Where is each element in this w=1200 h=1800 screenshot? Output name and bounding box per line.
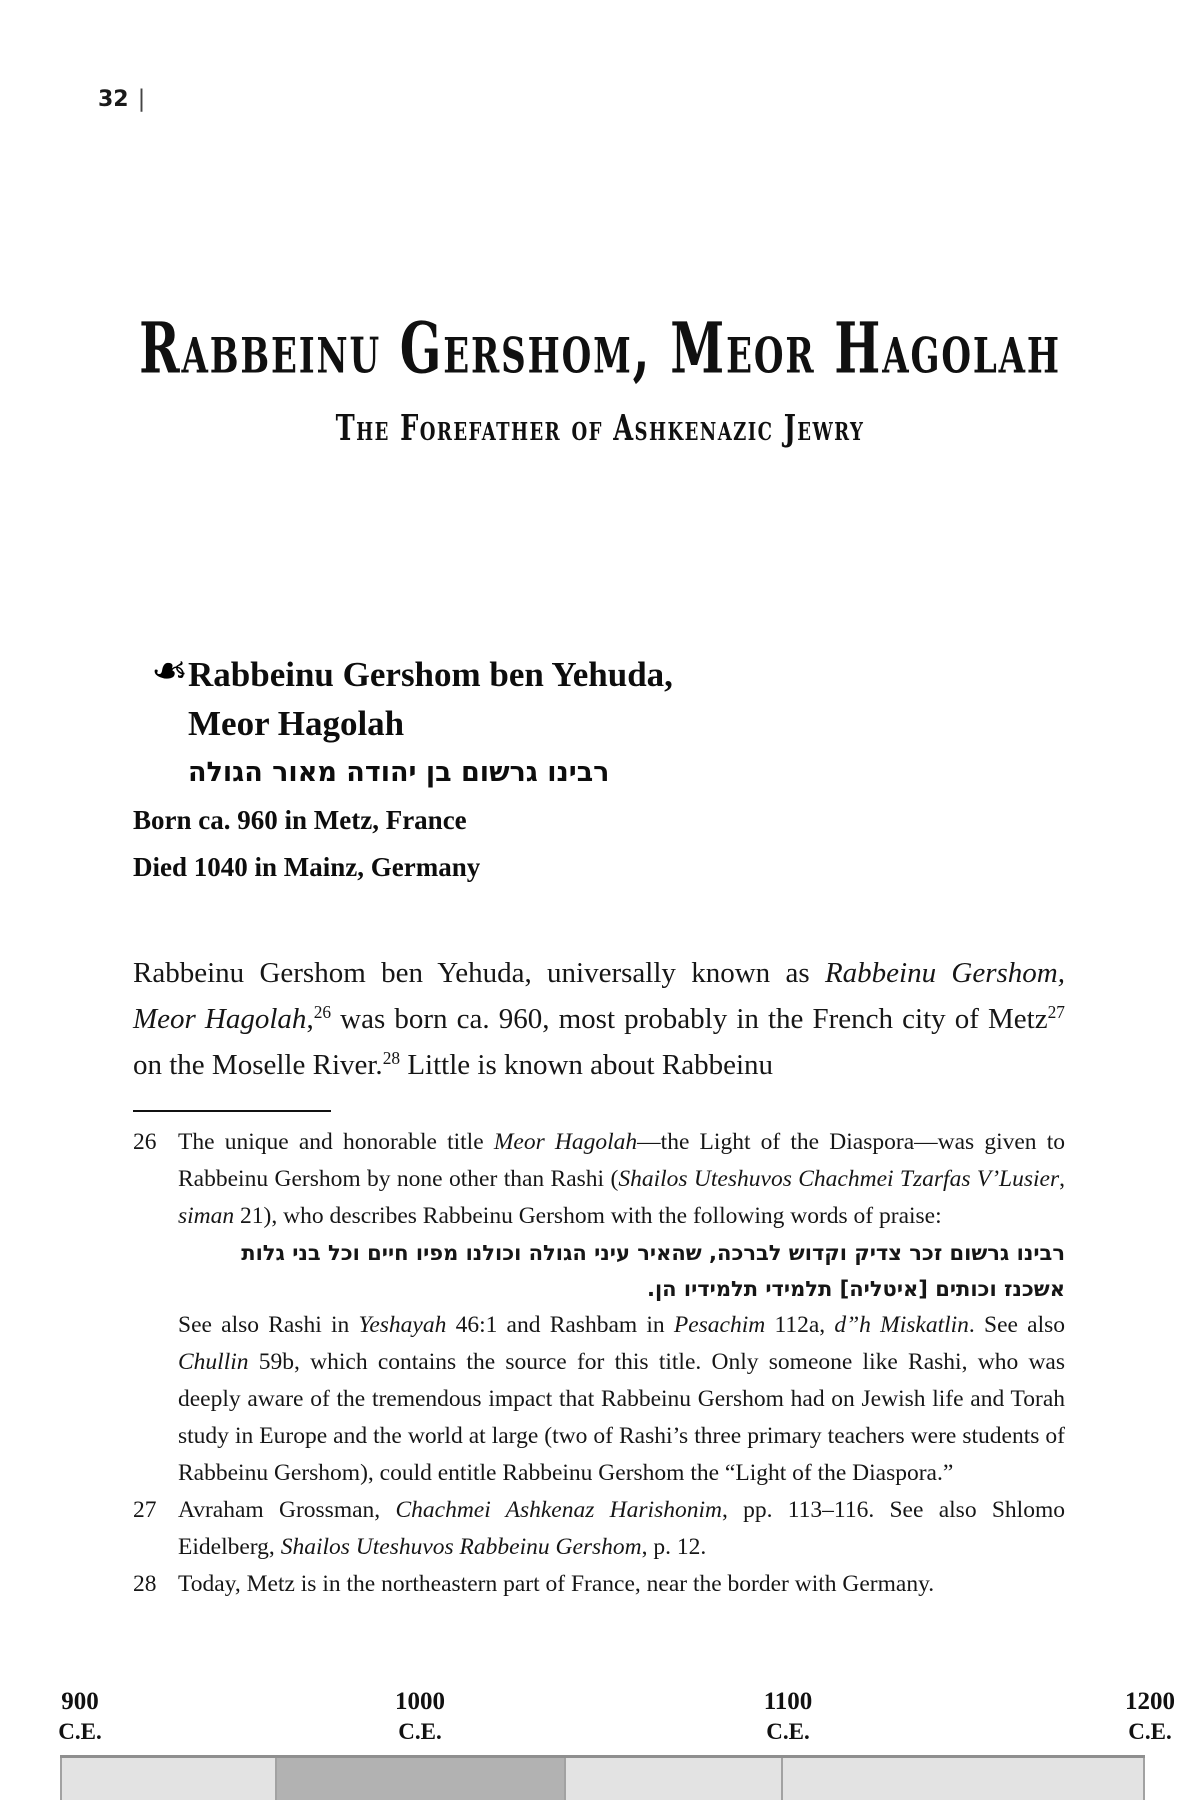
text-segment: Today, Metz is in the northeastern part of France, near the border with Germany. <box>178 1571 935 1597</box>
text-segment: Chachmei Ashkenaz Harishonim <box>395 1497 722 1523</box>
footnote-text <box>178 1129 1065 1229</box>
timeline-era: C.E. <box>766 1719 810 1744</box>
text-segment: Shailos Uteshuvos Rabbeinu Gershom <box>280 1534 642 1560</box>
page-number: 32 <box>98 87 129 112</box>
text-segment: Pesachim <box>673 1312 766 1338</box>
text-segment: . See also <box>968 1312 1066 1338</box>
footnote-27 <box>133 1492 1065 1566</box>
footnote-separator <box>133 1110 331 1112</box>
text-segment: , pp. 113–116. See also Shlomo Eidelberg, <box>178 1497 1065 1560</box>
footnote-28 <box>133 1566 1065 1603</box>
chapter-subtitle: The Forefather of Ashkenazic Jewry <box>335 409 865 450</box>
text-segment: Yeshayah <box>358 1312 447 1338</box>
footnote-26 <box>133 1124 1065 1492</box>
text-segment: siman <box>178 1203 235 1229</box>
page-number-block <box>98 86 145 112</box>
body-paragraph <box>133 950 1065 1088</box>
text-segment: Shailos Uteshuvos Chachmei Tzarfas V’Lusier <box>618 1166 1060 1192</box>
timeline-year: 1200 <box>1125 1688 1175 1715</box>
footnote-text <box>178 1571 934 1597</box>
footnote-text <box>178 1497 1065 1560</box>
timeline-era: C.E. <box>1128 1719 1172 1744</box>
chapter-title: Rabbeinu Gershom, Meor Hagolah <box>139 308 1061 390</box>
timeline <box>0 1686 1200 1800</box>
text-segment: Rabbeinu Gershom ben Yehuda, universally known as <box>133 957 825 989</box>
footnote-number: 27 <box>133 1497 157 1523</box>
text-segment: Little is known about Rabbeinu <box>400 1049 773 1081</box>
timeline-year: 1000 <box>395 1688 445 1715</box>
text-segment: 46:1 and Rashbam in <box>446 1312 674 1338</box>
footnote-reference: 28 <box>382 1048 401 1069</box>
text-segment: on the Moselle River. <box>133 1049 383 1081</box>
profile-heading-line2: Meor Hagolah <box>188 704 405 743</box>
footnote-number: 26 <box>133 1129 157 1155</box>
timeline-year: 1100 <box>763 1688 813 1715</box>
text-segment: Meor Hagolah <box>493 1129 638 1155</box>
text-segment: , <box>306 1003 314 1035</box>
timeline-segment-1040-1100 <box>566 1758 783 1800</box>
profile-heading-line1: Rabbeinu Gershom ben Yehuda, <box>188 655 673 694</box>
text-segment: was born ca. 960, most probably in the French city of Metz <box>331 1003 1048 1035</box>
timeline-year: 900 <box>61 1688 99 1715</box>
footnote-reference: 27 <box>1047 1002 1065 1023</box>
timeline-segment-960-1040 <box>277 1758 566 1800</box>
text-segment: The unique and honorable title <box>178 1129 494 1155</box>
timeline-label-900 <box>58 1686 101 1747</box>
timeline-era: C.E. <box>398 1719 442 1744</box>
timeline-era: C.E. <box>58 1719 102 1744</box>
text-segment: 112a, <box>765 1312 835 1338</box>
text-segment: , p. 12. <box>641 1534 707 1560</box>
text-segment: Chullin <box>178 1349 249 1375</box>
text-segment: , <box>1059 1166 1065 1192</box>
timeline-label-1100 <box>764 1686 813 1747</box>
hebrew-name: רבינו גרשום בן יהודה מאור הגולה <box>188 757 610 788</box>
footnote-number: 28 <box>133 1571 157 1597</box>
footnote-text <box>178 1307 1065 1492</box>
profile-heading <box>188 650 673 748</box>
text-segment: d”h Miskatlin <box>834 1312 969 1338</box>
died-line: Died 1040 in Mainz, Germany <box>133 852 481 882</box>
text-segment: —the Light of the Diaspora—was given to Rabbeinu Gershom by none other than Rashi ( <box>178 1129 1066 1192</box>
text-segment: 59b, which contains the source for this title. Only someone like Rashi, who was deeply aware of the tremendous impact that Rabbeinu Gershom had on Jewish life and Torah study in Europe and the world at large (two of Rashi’s three primary teachers were students of Rabbeinu Gershom), could entitle Rabbeinu Gershom the “Light of the Diaspora.” <box>178 1349 1065 1486</box>
footnotes-block <box>133 1124 1065 1603</box>
page-number-separator: | <box>137 86 146 112</box>
text-segment: Rabbeinu Gershom, Meor Hagolah <box>133 957 1065 1035</box>
timeline-label-1200 <box>1125 1686 1175 1747</box>
timeline-segment-1100-1200 <box>783 1758 1145 1800</box>
text-segment: Avraham Grossman, <box>178 1497 396 1523</box>
timeline-segment-900-960 <box>60 1758 277 1800</box>
born-line: Born ca. 960 in Metz, France <box>133 805 467 835</box>
footnote-hebrew-quote: רבינו גרשום זכר צדיק וקדוש לברכה, שהאיר עיני הגולה וכולנו מפיו חיים וכל בני גלות אשכנז וכותים [איטליה] תלמידי תלמידיו הן. <box>241 1241 1065 1301</box>
text-segment: 21), who describes Rabbeinu Gershom with the following words of praise: <box>234 1203 942 1229</box>
timeline-bar <box>60 1755 1145 1800</box>
profile-block <box>133 646 1065 891</box>
text-segment: See also Rashi in <box>178 1312 359 1338</box>
footnote-reference: 26 <box>313 1002 332 1023</box>
fleuron-ornament-icon: ❧ <box>151 646 188 697</box>
timeline-label-1000 <box>395 1686 445 1747</box>
